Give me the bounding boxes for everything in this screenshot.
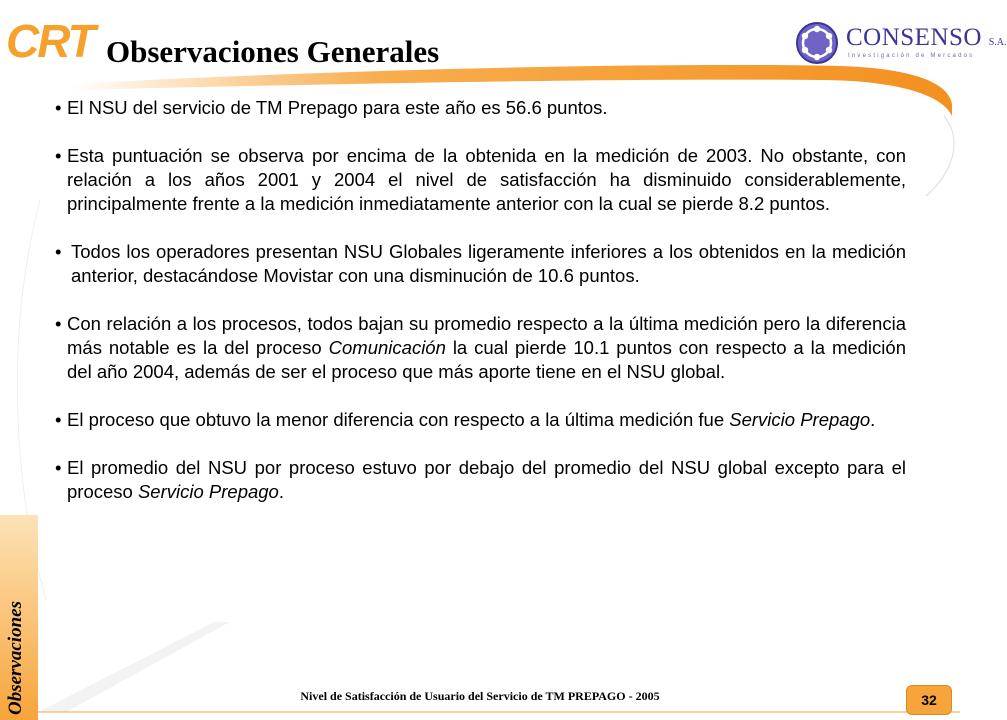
bullet-text: El NSU del servicio de TM Prepago para este año es 56.6 puntos. xyxy=(67,97,608,118)
page-number-badge: 32 xyxy=(906,685,952,715)
observation-bullet xyxy=(55,408,906,432)
globe-people-icon xyxy=(794,20,840,66)
crt-logo: CRT xyxy=(6,15,94,67)
right-arc xyxy=(926,116,954,196)
consenso-tagline: Investigación de Mercados xyxy=(848,53,975,59)
bullet-text: . xyxy=(870,409,876,430)
bullet-text: El proceso que obtuvo la menor diferencia con respecto a la última medición fue xyxy=(67,409,730,430)
emphasized-process-name: Servicio Prepago xyxy=(729,409,871,430)
bullet-text: la cual pierde 10.1 puntos con respecto a la medición del año 2004, además de ser el proceso que más aporte tiene en el NSU global. xyxy=(67,337,906,382)
side-section-label: Observaciones xyxy=(5,601,26,715)
bullet-text: Todos los operadores presentan NSU Globales ligeramente inferiores a los obtenidos en la medición anterior, destacándose Movistar con una disminución de 10.6 puntos. xyxy=(71,241,906,286)
emphasized-process-name: Comunicación xyxy=(328,337,446,358)
bullet-text: Con relación a los procesos, todos bajan su promedio respecto a la última medición pero la diferencia más notable es la del proceso xyxy=(67,313,906,358)
observation-bullet xyxy=(55,456,906,504)
observation-bullet xyxy=(55,240,906,288)
bullet-text: . xyxy=(278,481,284,502)
bullet-text: Esta puntuación se observa por encima de la obtenida en la medición de 2003. No obstante, con relación a los años 2001 y 2004 el nivel de satisfacción ha disminuido considerablemente, principalmente frente a la medición inmediatamente anterior con la cual se pierde 8.2 puntos. xyxy=(67,145,906,214)
page-title: Observaciones Generales xyxy=(106,34,440,69)
observation-bullet xyxy=(55,144,906,216)
bullet-text: El promedio del NSU por proceso estuvo por debajo del promedio del NSU global excepto para el proceso xyxy=(67,457,906,502)
observations-list xyxy=(55,96,906,528)
consenso-wordmark: CONSENSO S.A. xyxy=(846,24,1007,51)
observation-bullet xyxy=(55,312,906,384)
consenso-logo xyxy=(794,22,1007,66)
emphasized-process-name: Servicio Prepago xyxy=(137,481,279,502)
observation-bullet xyxy=(55,96,906,120)
footer-caption: Nivel de Satisfacción de Usuario del Servicio de TM PREPAGO - 2005 xyxy=(300,689,660,703)
